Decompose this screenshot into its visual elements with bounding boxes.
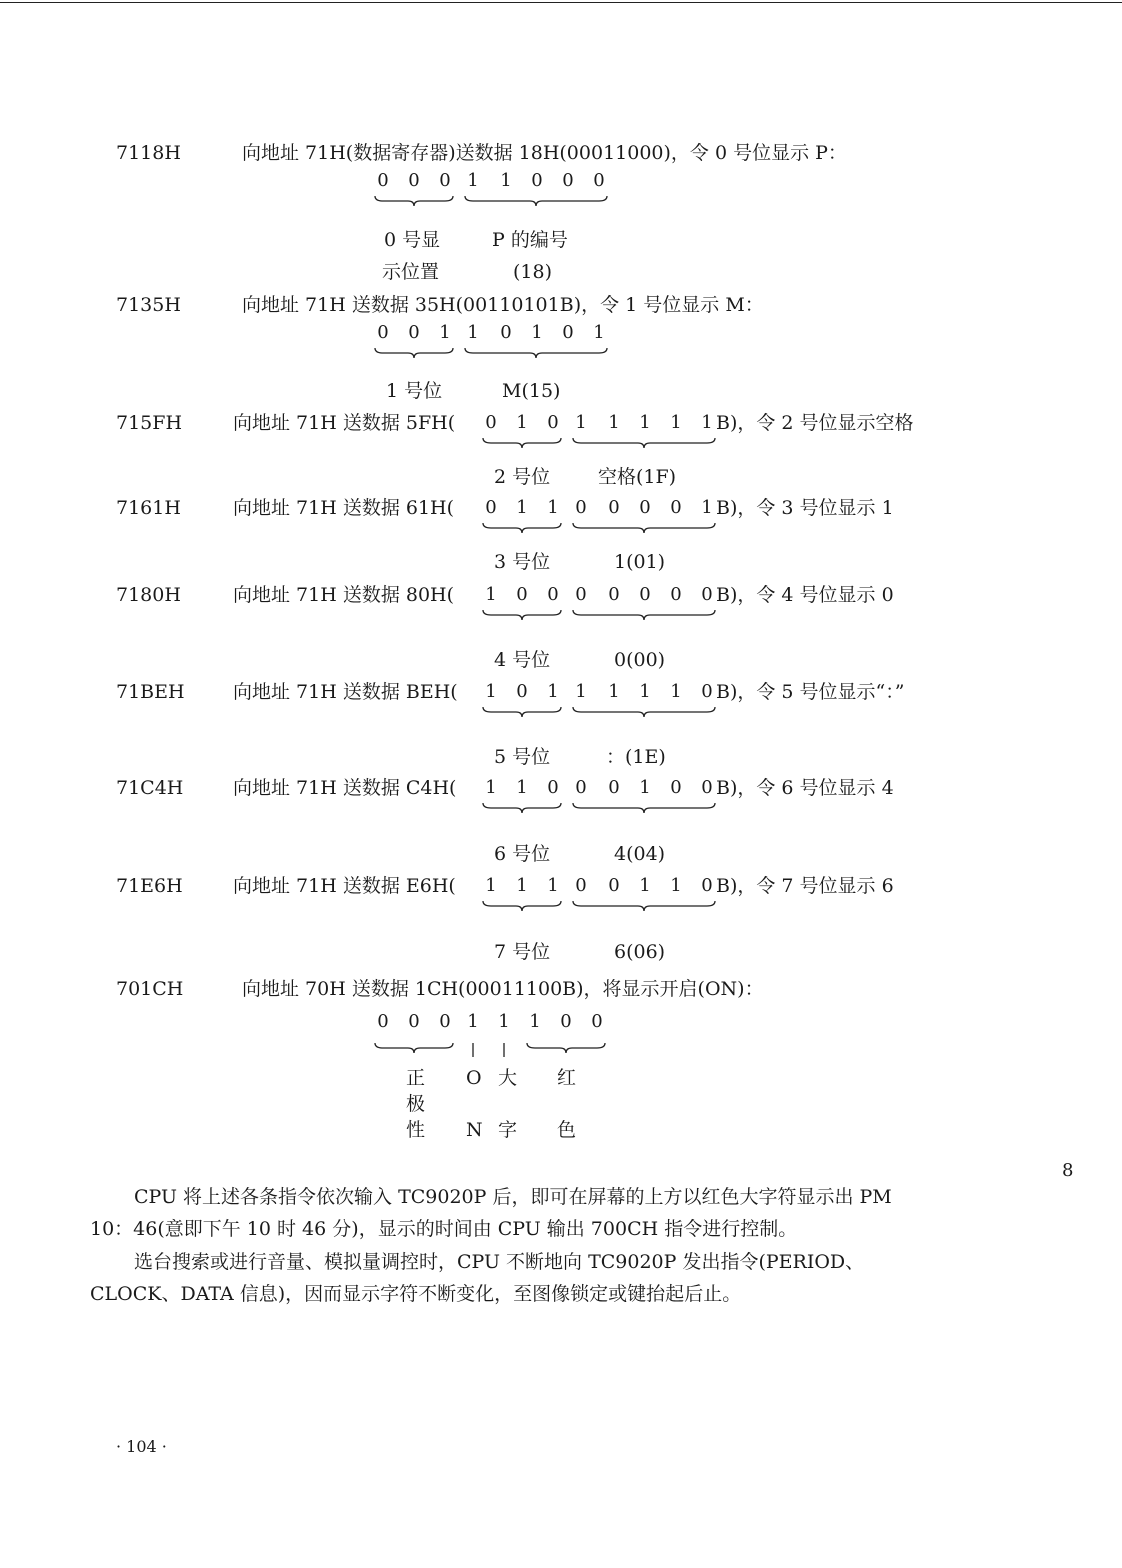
big-char-label-1: 大 xyxy=(498,1067,518,1089)
address-label: 715FH xyxy=(116,412,183,434)
bit-digit: 1 xyxy=(575,681,587,702)
bit-digit: 1 xyxy=(670,681,682,702)
underbrace xyxy=(375,1043,453,1053)
code-label-line2: (18) xyxy=(513,261,553,283)
instruction-text-end: B)，令 7 号位显示 6 xyxy=(716,875,894,897)
bit-digit: 1 xyxy=(547,681,559,702)
paragraph-2-line-1: 选台搜索或进行音量、模拟量调控时，CPU 不断地向 TC9020P 发出指令(PERIOD、 xyxy=(134,1251,865,1273)
bit-digit: 1 xyxy=(531,322,543,343)
bit-digit: 0 xyxy=(408,322,420,343)
underbrace xyxy=(527,1043,605,1053)
position-label: 1 号位 xyxy=(386,380,443,402)
underbrace xyxy=(465,348,607,358)
bit-digit: 0 xyxy=(670,777,682,798)
bit-digit: 0 xyxy=(608,875,620,896)
underbrace xyxy=(483,707,561,717)
bit-digit: 0 xyxy=(485,412,497,433)
bit-digit: 0 xyxy=(608,777,620,798)
code-label: 1(01) xyxy=(614,551,666,573)
underbrace xyxy=(465,196,607,206)
address-label: 7180H xyxy=(116,584,181,606)
bit-digit: 1 xyxy=(701,412,713,433)
bit-digit: 0 xyxy=(593,170,605,191)
instruction-text-end: B)，令 3 号位显示 1 xyxy=(716,497,894,519)
underbrace xyxy=(483,438,561,448)
margin-mark: 8 xyxy=(1062,1160,1074,1181)
bit-digit: 0 xyxy=(575,777,587,798)
underbrace xyxy=(483,901,561,911)
code-label: ：(1E) xyxy=(606,746,666,768)
underbrace xyxy=(573,707,715,717)
position-label: 2 号位 xyxy=(494,466,551,488)
position-label: 3 号位 xyxy=(494,551,551,573)
bit-digit: 1 xyxy=(439,322,451,343)
bit-digit: 0 xyxy=(575,584,587,605)
bit-digit: 0 xyxy=(608,497,620,518)
bit-digit: 0 xyxy=(377,1011,389,1032)
instruction-text: 向地址 71H 送数据 E6H( xyxy=(233,875,456,897)
bit-digit: 1 xyxy=(485,875,497,896)
bit-digit: 0 xyxy=(516,584,528,605)
bit-digit: 0 xyxy=(439,1011,451,1032)
polarity-label-2: 极 xyxy=(406,1093,426,1115)
bit-digit: 0 xyxy=(547,777,559,798)
underbrace xyxy=(375,196,453,206)
bit-digit: 1 xyxy=(575,412,587,433)
bit-digit: 0 xyxy=(591,1011,603,1032)
bit-digit: 0 xyxy=(701,875,713,896)
position-label: 0 号显 xyxy=(384,229,441,251)
instruction-text: 向地址 71H 送数据 5FH( xyxy=(233,412,456,434)
position-label-line2: 示位置 xyxy=(382,261,440,283)
bit-digit: 0 xyxy=(377,322,389,343)
instruction-text: 向地址 70H 送数据 1CH(00011100B)，将显示开启(ON)： xyxy=(242,978,764,1000)
on-label-1: O xyxy=(466,1067,482,1089)
position-label: 6 号位 xyxy=(494,843,551,865)
underbrace xyxy=(573,803,715,813)
brace-group xyxy=(0,0,1,1)
bit-digit: 0 xyxy=(377,170,389,191)
instruction-text-end: B)，令 2 号位显示空格 xyxy=(716,412,914,434)
paragraph-1-line-2: 10：46(意即下午 10 时 46 分)，显示的时间由 CPU 输出 700CH 指令进行控制。 xyxy=(90,1218,798,1240)
red-color-label-1: 红 xyxy=(557,1067,577,1089)
bit-digit: 0 xyxy=(608,584,620,605)
polarity-label-3: 性 xyxy=(406,1119,426,1141)
bit-digit: 0 xyxy=(639,497,651,518)
underbrace xyxy=(483,803,561,813)
bit-digit: 1 xyxy=(467,170,479,191)
bit-digit: 1 xyxy=(547,875,559,896)
paragraph-1-line-1: CPU 将上述各条指令依次输入 TC9020P 后，即可在屏幕的上方以红色大字符显示出 PM xyxy=(134,1186,892,1208)
bit-digit: 0 xyxy=(562,170,574,191)
instruction-text: 向地址 71H 送数据 35H(00110101B)，令 1 号位显示 M： xyxy=(242,294,764,316)
on-label-2: N xyxy=(466,1119,483,1141)
big-char-label-2: 字 xyxy=(498,1119,518,1141)
bit-digit: 1 xyxy=(639,875,651,896)
bit-digit: 0 xyxy=(639,584,651,605)
bit-digit: 1 xyxy=(516,497,528,518)
address-label: 71C4H xyxy=(116,777,184,799)
address-label: 71E6H xyxy=(116,875,183,897)
paragraph-2-line-2: CLOCK、DATA 信息)，因而显示字符不断变化，至图像锁定或键抬起后止。 xyxy=(90,1283,742,1305)
bit-digit: 0 xyxy=(670,584,682,605)
instruction-text: 向地址 71H(数据寄存器)送数据 18H(00011000)，令 0 号位显示 P： xyxy=(242,142,847,164)
instruction-text: 向地址 71H 送数据 BEH( xyxy=(233,681,458,703)
bit-digit: 1 xyxy=(485,777,497,798)
bit-digit: 1 xyxy=(516,777,528,798)
code-label: 空格(1F) xyxy=(598,466,677,488)
code-label: M(15) xyxy=(502,380,561,402)
bit-digit: 1 xyxy=(467,1011,479,1032)
code-label: 6(06) xyxy=(614,941,666,963)
underbrace xyxy=(483,610,561,620)
underbrace xyxy=(375,348,453,358)
position-label: 7 号位 xyxy=(494,941,551,963)
instruction-text-end: B)，令 4 号位显示 0 xyxy=(716,584,894,606)
bit-digit: 1 xyxy=(608,681,620,702)
underbrace xyxy=(573,523,715,533)
address-label: 7118H xyxy=(116,142,181,164)
bit-digit: 0 xyxy=(575,497,587,518)
instruction-text: 向地址 71H 送数据 61H( xyxy=(233,497,455,519)
bit-digit: 1 xyxy=(485,584,497,605)
code-label: P 的编号 xyxy=(492,229,568,251)
bit-digit: 0 xyxy=(485,497,497,518)
bit-digit: 0 xyxy=(547,584,559,605)
page-number: · 104 · xyxy=(116,1437,167,1456)
red-color-label-2: 色 xyxy=(557,1119,577,1141)
underbrace xyxy=(483,523,561,533)
underbrace xyxy=(573,901,715,911)
underbrace xyxy=(573,610,715,620)
bit-digit: 0 xyxy=(560,1011,572,1032)
position-label: 4 号位 xyxy=(494,649,551,671)
bit-digit: 0 xyxy=(531,170,543,191)
code-label: 4(04) xyxy=(614,843,666,865)
position-label: 5 号位 xyxy=(494,746,551,768)
bit-digit: 0 xyxy=(500,322,512,343)
bit-digit: 0 xyxy=(701,681,713,702)
bit-digit: 0 xyxy=(408,1011,420,1032)
bit-digit: 1 xyxy=(516,412,528,433)
address-label: 701CH xyxy=(116,978,184,1000)
address-label: 7161H xyxy=(116,497,181,519)
top-border-line xyxy=(0,2,1122,3)
bit-digit: 0 xyxy=(439,170,451,191)
bit-digit: 0 xyxy=(701,584,713,605)
bit-digit: 1 xyxy=(670,412,682,433)
bit-digit: 1 xyxy=(500,170,512,191)
bit-digit: 0 xyxy=(547,412,559,433)
bit-digit: 1 xyxy=(593,322,605,343)
polarity-label-1: 正 xyxy=(406,1067,426,1089)
instruction-text-end: B)，令 6 号位显示 4 xyxy=(716,777,894,799)
bit-digit: 1 xyxy=(467,322,479,343)
address-label: 7135H xyxy=(116,294,181,316)
bit-digit: 1 xyxy=(516,875,528,896)
bit-digit: 0 xyxy=(516,681,528,702)
bit-digit: 1 xyxy=(670,875,682,896)
bit-digit: 0 xyxy=(701,777,713,798)
bit-digit: 1 xyxy=(608,412,620,433)
bit-digit: 1 xyxy=(639,681,651,702)
bit-digit: 1 xyxy=(547,497,559,518)
bit-digit: 0 xyxy=(562,322,574,343)
code-label: 0(00) xyxy=(614,649,666,671)
bit-digit: 1 xyxy=(498,1011,510,1032)
bit-digit: 0 xyxy=(575,875,587,896)
bit-digit: 1 xyxy=(639,777,651,798)
address-label: 71BEH xyxy=(116,681,185,703)
bit-digit: 1 xyxy=(485,681,497,702)
bit-digit: 1 xyxy=(529,1011,541,1032)
bit-digit: 1 xyxy=(639,412,651,433)
bit-digit: 0 xyxy=(670,497,682,518)
instruction-text: 向地址 71H 送数据 C4H( xyxy=(233,777,457,799)
underbrace xyxy=(573,438,715,448)
instruction-text-end: B)，令 5 号位显示“：” xyxy=(716,681,905,703)
instruction-text: 向地址 71H 送数据 80H( xyxy=(233,584,455,606)
bit-digit: 1 xyxy=(701,497,713,518)
bit-digit: 0 xyxy=(408,170,420,191)
